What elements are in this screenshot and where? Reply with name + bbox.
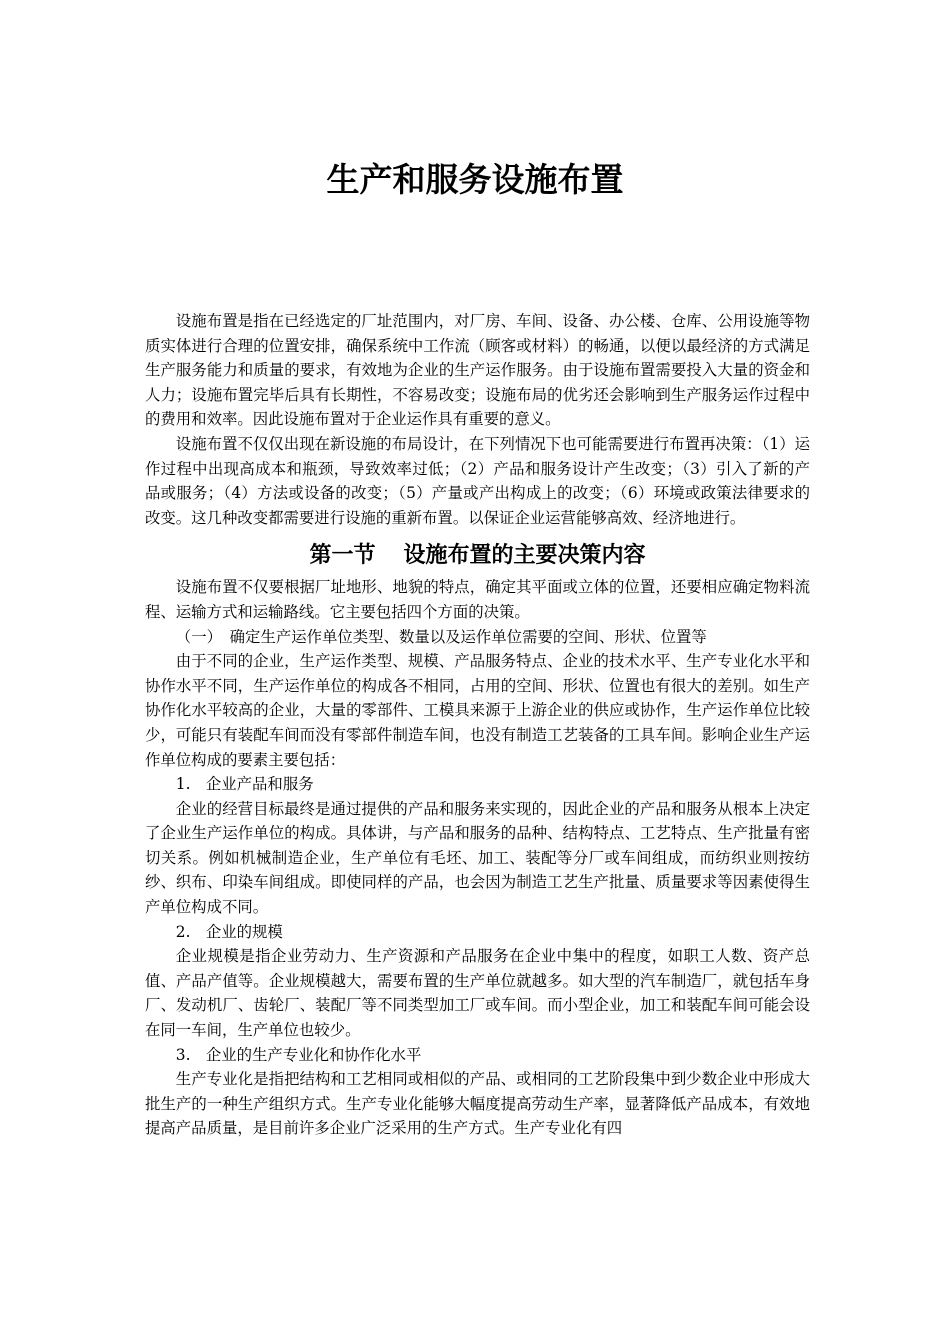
- item-heading-1: 1. 企业产品和服务: [175, 775, 314, 794]
- intro-paragraph-1: 设施布置是指在已经选定的厂址范围内，对厂房、车间、设备、办公楼、仓库、公用设施等物质实体进行合理的位置安排，确保系统中工作流（顾客或材料）的畅通，以便以最经济的方式满足生产服务能力和质量的要求，有效地为企业的生产运作服务。由于设施布置需要投入大量的资金和人力；设施布置完毕后具有长期性，不容易改变；设施布局的优劣还会影响到生产服务运作过程中的费用和效率。因此设施布置对于企业运作具有重要的意义。: [145, 312, 810, 429]
- section-number: 第一节: [309, 542, 376, 569]
- item-2-paragraph: 企业规模是指企业劳动力、生产资源和产品服务在企业中集中的程度，如职工人数、资产总值、产品产值等。企业规模越大，需要布置的生产单位就越多。如大型的汽车制造厂，就包括车身厂、发动机厂、齿轮厂、装配厂等不同类型加工厂或车间。而小型企业，加工和装配车间可能会设在同一车间，生产单位也较少。: [145, 947, 810, 1040]
- item-1-paragraph: 企业的经营目标最终是通过提供的产品和服务来实现的，因此企业的产品和服务从根本上决定了企业生产运作单位的构成。具体讲，与产品和服务的品种、结构特点、工艺特点、生产批量有密切关系。例如机械制造企业，生产单位有毛坯、加工、装配等分厂或车间组成，而纺织业则按纺纱、织布、印染车间组成。即使同样的产品，也会因为制造工艺生产批量、质量要求等因素使得生产单位构成不同。: [145, 799, 810, 917]
- subsection-heading-1: （一） 确定生产运作单位类型、数量以及运作单位需要的空间、形状、位置等: [175, 627, 707, 646]
- subsection-1-paragraph: 由于不同的企业，生产运作类型、规模、产品服务特点、企业的技术水平、生产专业化水平和协作水平不同，生产运作单位的构成各不相同，占用的空间、形状、位置也有很大的差别。如生产协作化水平较高的企业，大量的零部件、工模具来源于上游企业的供应或协作，生产运作单位比较少，可能只有装配车间而没有零部件制造车间，也没有制造工艺装备的工具车间。影响企业生产运作单位构成的要素主要包括：: [145, 652, 810, 769]
- section-heading: [145, 541, 810, 569]
- document-title: 生产和服务设施布置: [326, 160, 624, 199]
- item-3-paragraph: 生产专业化是指把结构和工艺相同或相似的产品、或相同的工艺阶段集中到少数企业中形成大批生产的一种生产组织方式。生产专业化能够大幅度提高劳动生产率，显著降低产品成本，有效地提高产品质量，是目前许多企业广泛采用的生产方式。生产专业化有四: [145, 1070, 810, 1138]
- document-body: [145, 309, 810, 1141]
- section-name: 设施布置的主要决策内容: [403, 542, 646, 569]
- item-heading-3: 3. 企业的生产专业化和协作化水平: [175, 1045, 422, 1064]
- intro-paragraph-2: 设施布置不仅仅出现在新设施的布局设计，在下列情况下也可能需要进行布置再决策：（1）运作过程中出现高成本和瓶颈，导致效率过低；（2）产品和服务设计产生改变；（3）引入了新的产品或服务；（4）方法或设备的改变；（5）产量或产出构成上的改变；（6）环境或政策法律要求的改变。这几种改变都需要进行设施的重新布置。以保证企业运营能够高效、经济地进行。: [145, 434, 810, 527]
- section-intro-paragraph: 设施布置不仅要根据厂址地形、地貌的特点，确定其平面或立体的位置，还要相应确定物料流程、运输方式和运输路线。它主要包括四个方面的决策。: [145, 578, 810, 621]
- item-heading-2: 2. 企业的规模: [175, 922, 283, 941]
